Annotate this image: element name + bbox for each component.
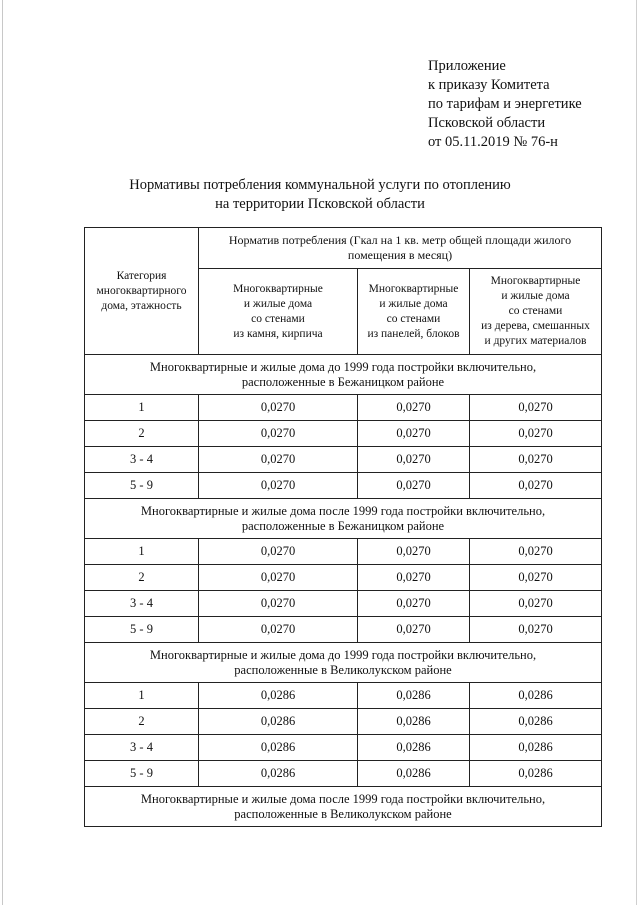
value-cell: 0,0270 bbox=[470, 421, 602, 447]
value-cell: 0,0286 bbox=[358, 709, 470, 735]
value-cell: 0,0270 bbox=[199, 617, 358, 643]
value-cell: 0,0286 bbox=[358, 735, 470, 761]
appendix-line: по тарифам и энергетике bbox=[428, 96, 582, 112]
value-cell: 0,0286 bbox=[199, 761, 358, 787]
value-cell: 0,0286 bbox=[199, 683, 358, 709]
value-cell: 0,0270 bbox=[470, 565, 602, 591]
scan-edge-left bbox=[2, 0, 3, 905]
value-cell: 0,0270 bbox=[199, 421, 358, 447]
section-title bbox=[85, 643, 602, 683]
title-line-1: Нормативы потребления коммунальной услуги по отоплению bbox=[129, 177, 511, 193]
document-title bbox=[0, 176, 640, 214]
value-cell: 0,0286 bbox=[199, 735, 358, 761]
value-cell: 0,0270 bbox=[199, 395, 358, 421]
value-cell: 0,0286 bbox=[470, 761, 602, 787]
floors-cell: 2 bbox=[85, 565, 199, 591]
table-row bbox=[85, 761, 602, 787]
table-row bbox=[85, 447, 602, 473]
value-cell: 0,0286 bbox=[470, 735, 602, 761]
value-cell: 0,0270 bbox=[470, 395, 602, 421]
value-cell: 0,0270 bbox=[470, 473, 602, 499]
floors-cell: 3 - 4 bbox=[85, 591, 199, 617]
section-title-line: Многоквартирные и жилые дома после 1999 года постройки включительно, bbox=[140, 791, 546, 806]
table-row bbox=[85, 395, 602, 421]
scan-edge-right bbox=[636, 0, 637, 905]
value-cell: 0,0270 bbox=[199, 539, 358, 565]
value-cell: 0,0286 bbox=[470, 683, 602, 709]
floors-cell: 1 bbox=[85, 683, 199, 709]
floors-cell: 3 - 4 bbox=[85, 447, 199, 473]
section-title-line: Многоквартирные и жилые дома до 1999 года постройки включительно, bbox=[149, 647, 537, 662]
appendix-line: Приложение bbox=[428, 58, 506, 74]
floors-cell: 1 bbox=[85, 395, 199, 421]
value-cell: 0,0270 bbox=[358, 473, 470, 499]
value-cell: 0,0270 bbox=[470, 447, 602, 473]
section-title-line: расположенные в Бежаницком районе bbox=[241, 518, 445, 533]
section-row bbox=[85, 787, 602, 827]
appendix-line: Псковской области bbox=[428, 115, 546, 131]
value-cell: 0,0286 bbox=[358, 761, 470, 787]
floors-cell: 2 bbox=[85, 709, 199, 735]
column-header-wood: Многоквартирные и жилые дома со стенами из дерева, смешанных и других материалов bbox=[470, 269, 602, 355]
section-row bbox=[85, 355, 602, 395]
floors-cell: 5 - 9 bbox=[85, 761, 199, 787]
column-header-panel: Многоквартирные и жилые дома со стенами из панелей, блоков bbox=[358, 269, 470, 355]
appendix-line: от 05.11.2019 № 76-н bbox=[428, 134, 558, 150]
floors-cell: 2 bbox=[85, 421, 199, 447]
section-title-line: Многоквартирные и жилые дома после 1999 года постройки включительно, bbox=[140, 503, 546, 518]
value-cell: 0,0270 bbox=[358, 447, 470, 473]
value-cell: 0,0270 bbox=[358, 565, 470, 591]
norm-header: Норматив потребления (Гкал на 1 кв. метр общей площади жилого помещения в месяц) bbox=[199, 228, 602, 269]
appendix-block bbox=[428, 57, 582, 152]
section-title bbox=[85, 355, 602, 395]
table-row bbox=[85, 617, 602, 643]
section-title-line: расположенные в Великолукском районе bbox=[234, 806, 452, 821]
floors-cell: 5 - 9 bbox=[85, 617, 199, 643]
floors-cell: 5 - 9 bbox=[85, 473, 199, 499]
section-row bbox=[85, 499, 602, 539]
section-title-line: расположенные в Бежаницком районе bbox=[241, 374, 445, 389]
section-title-line: Многоквартирные и жилые дома до 1999 года постройки включительно, bbox=[149, 359, 537, 374]
value-cell: 0,0270 bbox=[470, 591, 602, 617]
floors-cell: 1 bbox=[85, 539, 199, 565]
section-row bbox=[85, 643, 602, 683]
table-row bbox=[85, 421, 602, 447]
appendix-line: к приказу Комитета bbox=[428, 77, 550, 93]
value-cell: 0,0270 bbox=[358, 395, 470, 421]
value-cell: 0,0270 bbox=[470, 539, 602, 565]
value-cell: 0,0270 bbox=[199, 473, 358, 499]
value-cell: 0,0270 bbox=[358, 421, 470, 447]
table-row bbox=[85, 709, 602, 735]
value-cell: 0,0270 bbox=[358, 539, 470, 565]
title-line-2: на территории Псковской области bbox=[215, 196, 425, 212]
table-row bbox=[85, 683, 602, 709]
section-title bbox=[85, 499, 602, 539]
value-cell: 0,0270 bbox=[470, 617, 602, 643]
category-header: Категория многоквартирного дома, этажность bbox=[85, 228, 199, 355]
table-row bbox=[85, 591, 602, 617]
value-cell: 0,0286 bbox=[470, 709, 602, 735]
section-title-line: расположенные в Великолукском районе bbox=[234, 662, 452, 677]
value-cell: 0,0286 bbox=[358, 683, 470, 709]
value-cell: 0,0270 bbox=[199, 591, 358, 617]
table-row bbox=[85, 565, 602, 591]
value-cell: 0,0286 bbox=[199, 709, 358, 735]
section-title bbox=[85, 787, 602, 827]
table-row bbox=[85, 539, 602, 565]
value-cell: 0,0270 bbox=[358, 617, 470, 643]
value-cell: 0,0270 bbox=[199, 565, 358, 591]
norms-table bbox=[84, 227, 602, 827]
value-cell: 0,0270 bbox=[358, 591, 470, 617]
table-row bbox=[85, 473, 602, 499]
table-row bbox=[85, 735, 602, 761]
floors-cell: 3 - 4 bbox=[85, 735, 199, 761]
column-header-stone: Многоквартирные и жилые дома со стенами из камня, кирпича bbox=[199, 269, 358, 355]
value-cell: 0,0270 bbox=[199, 447, 358, 473]
